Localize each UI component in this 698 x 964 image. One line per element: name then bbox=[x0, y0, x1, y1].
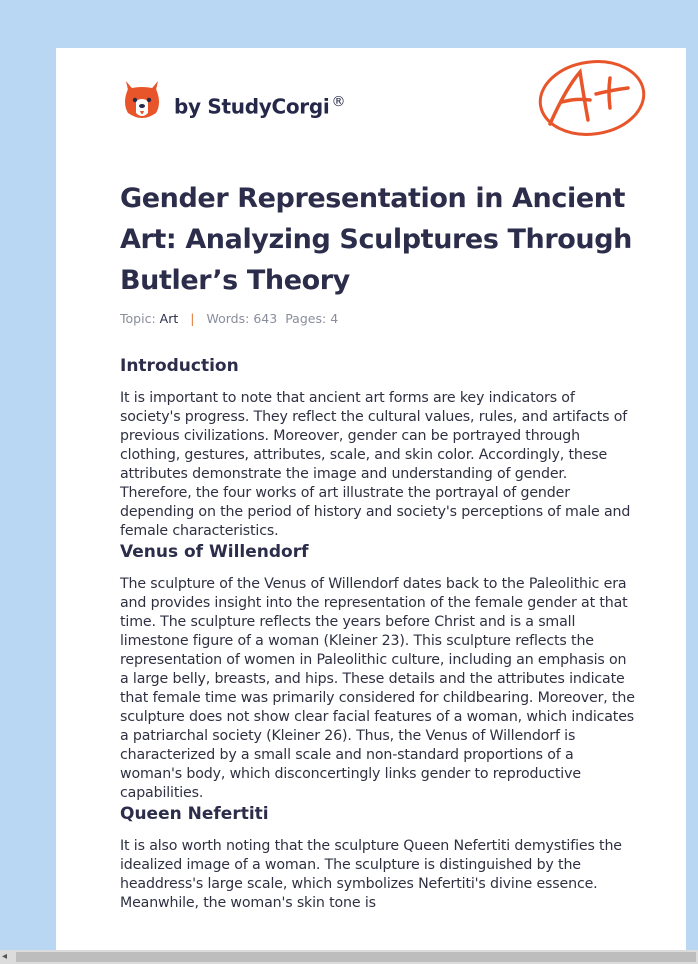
corgi-logo-icon bbox=[122, 79, 162, 123]
section-heading-introduction: Introduction bbox=[120, 356, 239, 376]
brand-name-text: by StudyCorgi bbox=[174, 94, 330, 119]
topic-label: Topic: bbox=[120, 311, 156, 326]
words-label: Words: bbox=[206, 311, 250, 326]
section-text-venus-of-willendorf: The sculpture of the Venus of Willendorf dates back to the Paleolithic era and provides insight into the representation of the female gender at that time. The sculpture reflects the years before Christ and is a small limestone figure of a woman (Kleiner 23). This sculpture reflects the representation of women in Paleolithic culture, including an emphasis on a large belly, breasts, and hips. These details and the attributes indicate that female time was primarily considered for childbearing. Moreover, the sculpture does not show clear facial features of a woman, which indicates a patriarchal society (Kleiner 26). Thus, the Venus of Willendorf is characterized by a small scale and non-standard proportions of a woman's body, which disconcertingly links gender to reproductive capabilities. bbox=[120, 576, 635, 801]
section-text-queen-nefertiti: It is also worth noting that the sculpture Queen Nefertiti demystifies the idealized image of a woman. The sculpture is distinguished by the headdress's large scale, which symbolizes Nefertiti's divine essence. Meanwhile, the woman's skin tone is bbox=[120, 838, 622, 911]
section-heading-queen-nefertiti: Queen Nefertiti bbox=[120, 804, 269, 824]
brand-name bbox=[174, 94, 345, 119]
document-body bbox=[120, 348, 636, 913]
a-plus-grade-icon bbox=[536, 58, 648, 140]
meta-separator: | bbox=[190, 311, 195, 326]
words-count: 643 bbox=[253, 311, 278, 326]
section-heading-venus-of-willendorf: Venus of Willendorf bbox=[120, 542, 309, 562]
document-page bbox=[56, 48, 686, 964]
topic-link[interactable]: Art bbox=[159, 311, 179, 326]
pages-label: Pages: bbox=[285, 311, 327, 326]
scrollbar-thumb[interactable] bbox=[16, 952, 696, 962]
brand-header[interactable] bbox=[122, 76, 345, 126]
horizontal-scrollbar[interactable] bbox=[0, 950, 698, 964]
document-meta bbox=[120, 311, 338, 326]
registered-mark: ® bbox=[331, 93, 346, 110]
pages-count: 4 bbox=[330, 311, 339, 326]
document-title: Gender Representation in Ancient Art: Analyzing Sculptures Through Butler’s Theory bbox=[120, 183, 632, 296]
scroll-left-arrow-icon[interactable]: ◂ bbox=[2, 951, 8, 962]
section-text-introduction: It is important to note that ancient art forms are key indicators of society's progress. They reflect the cultural values, rules, and artifacts of previous civilizations. Moreover, gender can be portrayed through clothing, gestures, attributes, scale, and skin color. Accordingly, these attributes demonstrate the image and understanding of gender. Therefore, the four works of art illustrate the portrayal of gender depending on the period of history and society's perceptions of male and female characteristics. bbox=[120, 390, 631, 539]
